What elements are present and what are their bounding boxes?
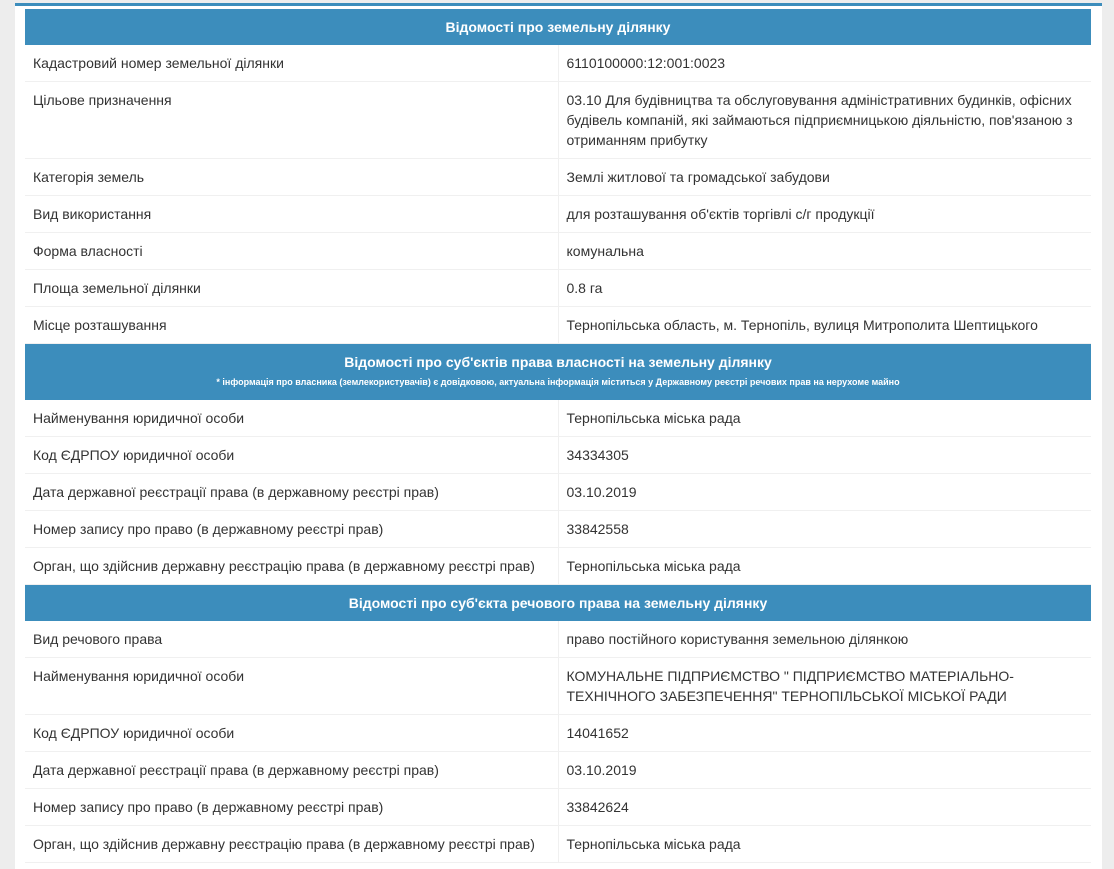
table-row [25, 270, 1091, 307]
row-label: Площа земельної ділянки [25, 270, 558, 307]
row-label: Код ЄДРПОУ юридичної особи [25, 715, 558, 752]
table-row [25, 45, 1091, 82]
row-label: Цільове призначення [25, 82, 558, 159]
row-label: Код ЄДРПОУ юридичної особи [25, 437, 558, 474]
row-value: 03.10.2019 [558, 474, 1091, 511]
table-row [25, 621, 1091, 658]
section-title: Відомості про суб'єкта речового права на земельну ділянку [25, 585, 1091, 622]
table-row [25, 826, 1091, 863]
section-header-land-plot [25, 9, 1091, 45]
row-label: Кадастровий номер земельної ділянки [25, 45, 558, 82]
table-row [25, 658, 1091, 715]
row-label: Вид речового права [25, 621, 558, 658]
table-row [25, 548, 1091, 585]
row-value: Тернопільська міська рада [558, 826, 1091, 863]
table-row [25, 307, 1091, 344]
table-row [25, 752, 1091, 789]
table-row [25, 159, 1091, 196]
section-header-ownership [25, 344, 1091, 401]
row-value: 34334305 [558, 437, 1091, 474]
row-label: Категорія земель [25, 159, 558, 196]
section-header-usage-right [25, 585, 1091, 622]
table-row [25, 437, 1091, 474]
section-note: * інформація про власника (землекористувачів) є довідковою, актуальна інформація міститься у Державному реєстрі речових прав на нерухоме майно [216, 377, 900, 387]
row-value: 14041652 [558, 715, 1091, 752]
row-label: Номер запису про право (в державному реєстрі прав) [25, 789, 558, 826]
table-row [25, 511, 1091, 548]
row-value: право постійного користування земельною ділянкою [558, 621, 1091, 658]
table-row [25, 233, 1091, 270]
row-label: Вид використання [25, 196, 558, 233]
row-value: Тернопільська область, м. Тернопіль, вулиця Митрополита Шептицького [558, 307, 1091, 344]
land-info-panel [15, 3, 1102, 869]
row-value: 0.8 га [558, 270, 1091, 307]
section-title: Відомості про суб'єктів права власності на земельну ділянку [344, 354, 772, 370]
row-label: Місце розташування [25, 307, 558, 344]
row-label: Форма власності [25, 233, 558, 270]
section-header-cell [25, 344, 1091, 401]
table-row [25, 474, 1091, 511]
row-label: Найменування юридичної особи [25, 400, 558, 437]
row-label: Дата державної реєстрації права (в державному реєстрі прав) [25, 474, 558, 511]
row-value: Землі житлової та громадської забудови [558, 159, 1091, 196]
row-label: Найменування юридичної особи [25, 658, 558, 715]
land-info-table [25, 9, 1091, 863]
row-value: 03.10 Для будівництва та обслуговування адміністративних будинків, офісних будівель компаній, які займаються підприємницькою діяльністю, пов'язаною з отриманням прибутку [558, 82, 1091, 159]
row-value: комунальна [558, 233, 1091, 270]
row-value: КОМУНАЛЬНЕ ПІДПРИЄМСТВО " ПІДПРИЄМСТВО МАТЕРІАЛЬНО-ТЕХНІЧНОГО ЗАБЕЗПЕЧЕННЯ" ТЕРНОПІЛЬСЬКОЇ МІСЬКОЇ РАДИ [558, 658, 1091, 715]
row-label: Орган, що здійснив державну реєстрацію права (в державному реєстрі прав) [25, 548, 558, 585]
table-row [25, 789, 1091, 826]
row-value: 33842558 [558, 511, 1091, 548]
table-row [25, 82, 1091, 159]
row-label: Дата державної реєстрації права (в державному реєстрі прав) [25, 752, 558, 789]
row-value: для розташування об'єктів торгівлі с/г продукції [558, 196, 1091, 233]
row-value: Тернопільська міська рада [558, 548, 1091, 585]
row-value: 33842624 [558, 789, 1091, 826]
row-value: 6110100000:12:001:0023 [558, 45, 1091, 82]
section-title: Відомості про земельну ділянку [25, 9, 1091, 45]
row-value: 03.10.2019 [558, 752, 1091, 789]
row-label: Номер запису про право (в державному реєстрі прав) [25, 511, 558, 548]
table-row [25, 196, 1091, 233]
row-value: Тернопільська міська рада [558, 400, 1091, 437]
row-label: Орган, що здійснив державну реєстрацію права (в державному реєстрі прав) [25, 826, 558, 863]
table-row [25, 400, 1091, 437]
table-row [25, 715, 1091, 752]
